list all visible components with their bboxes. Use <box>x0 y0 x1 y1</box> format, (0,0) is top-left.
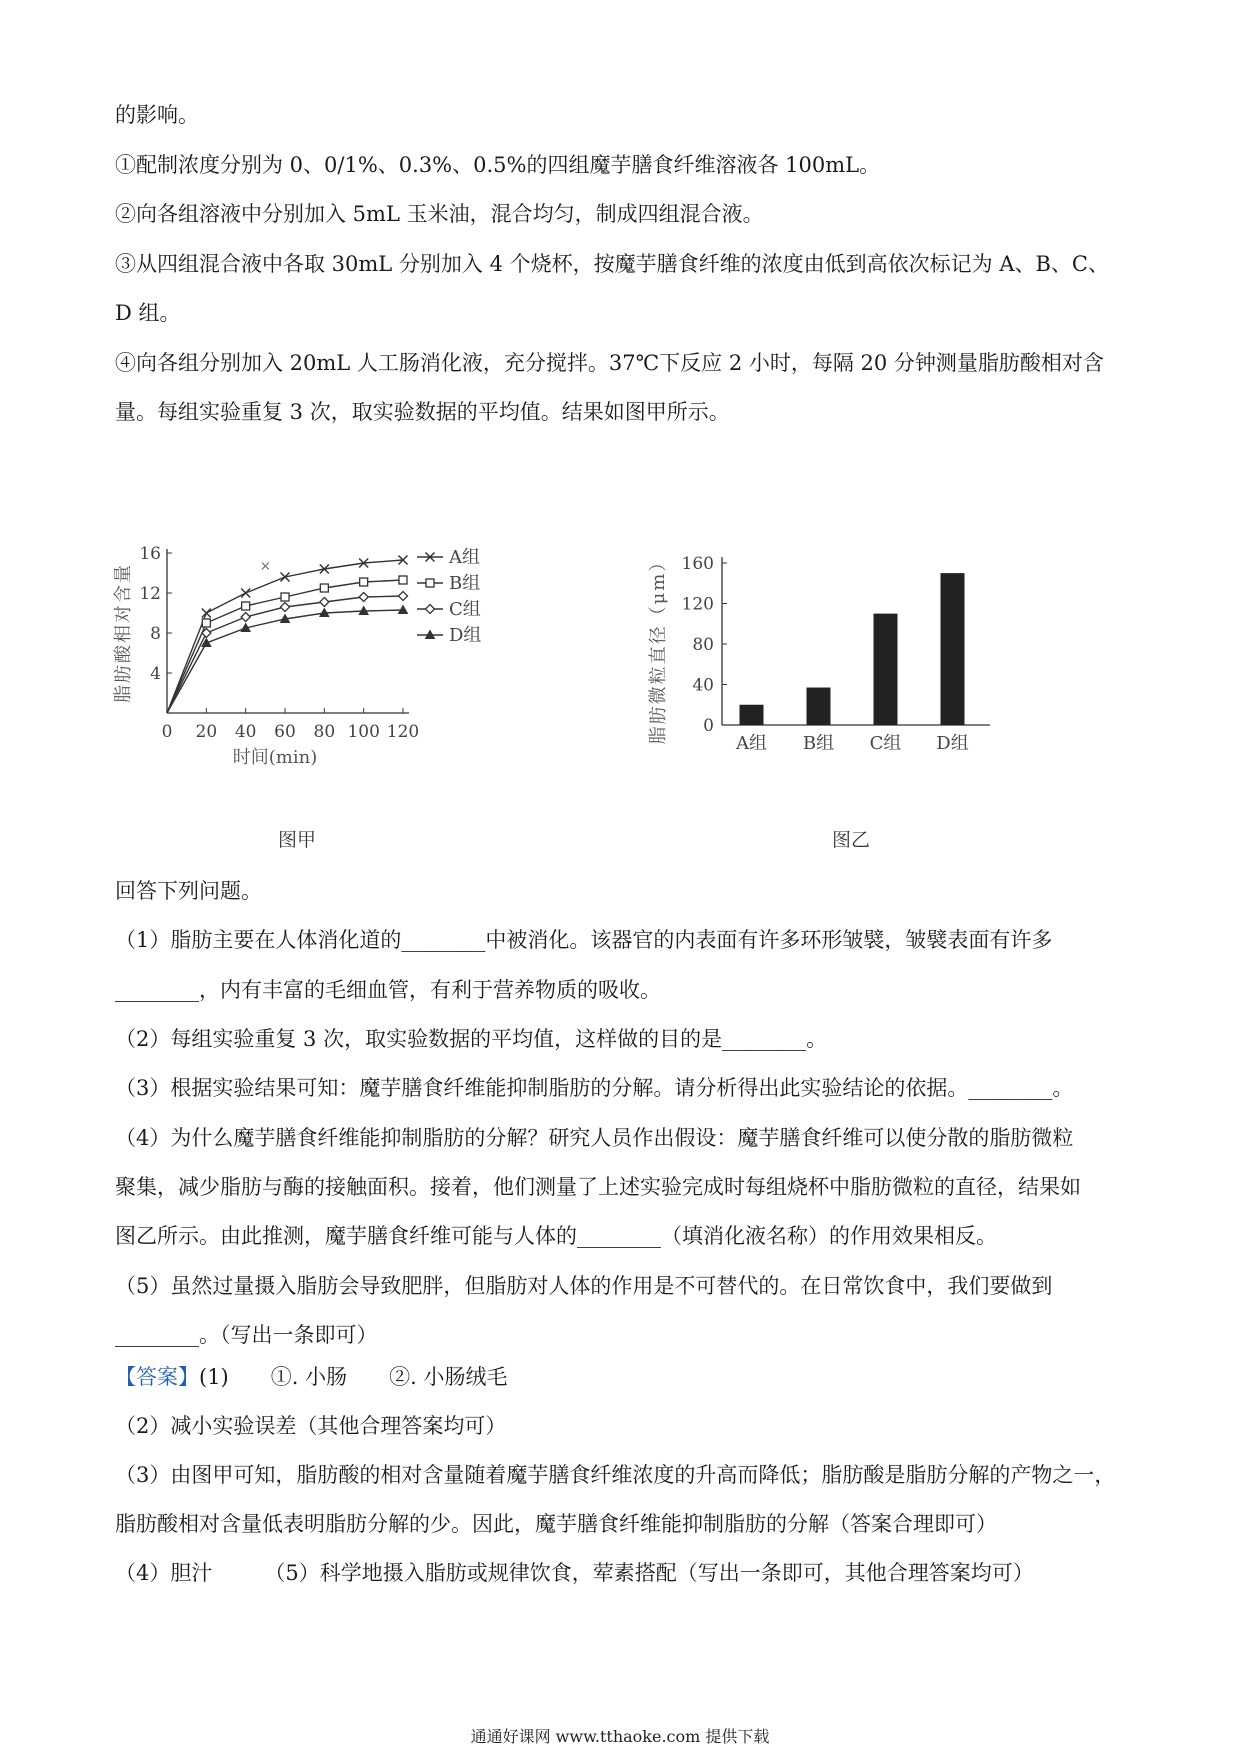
question-line: （3）根据实验结果可知：魔芋膳食纤维能抑制脂肪的分解。请分析得出此实验结论的依据。________。 <box>115 1076 1074 1100</box>
y-tick-label: 4 <box>150 664 161 684</box>
answer-q4: （4）胆汁 <box>115 1561 213 1585</box>
question-line: （5）虽然过量摄入脂肪会导致肥胖，但脂肪对人体的作用是不可替代的。在日常饮食中，我们要做到 <box>115 1274 1053 1298</box>
y-tick-label: 8 <box>150 624 161 644</box>
x-tick-label: 120 <box>386 722 420 742</box>
x-tick-label: C组 <box>869 733 902 754</box>
marker-diamond <box>359 593 368 602</box>
marker-x <box>202 609 211 618</box>
marker-diamond <box>426 605 435 614</box>
marker-diamond <box>399 592 408 601</box>
y-tick-label: 12 <box>139 584 161 604</box>
y-tick-label: 160 <box>681 554 714 574</box>
marker-square <box>320 584 328 592</box>
answer-line-1 <box>115 1362 507 1392</box>
marker-diamond <box>320 598 329 607</box>
marker-diamond <box>281 603 290 612</box>
caption-figure-a: 图甲 <box>278 829 317 851</box>
marker-square <box>242 602 250 610</box>
x-axis-label: 时间(min) <box>232 747 318 768</box>
text-line: ③从四组混合液中各取 30mL 分别加入 4 个烧杯，按魔芋膳食纤维的浓度由低到高依次标记为 A、B、C、 <box>115 252 1109 276</box>
x-tick-label: 40 <box>234 722 257 742</box>
text-line: ①配制浓度分别为 0、0/1%、0.3%、0.5%的四组魔芋膳食纤维溶液各 100mL。 <box>115 153 881 177</box>
x-tick-label: 60 <box>274 722 296 742</box>
answer-q2: （2）减小实验误差（其他合理答案均可） <box>115 1414 507 1438</box>
line-chart-fatty-acid <box>95 535 515 785</box>
legend-label: C组 <box>449 599 481 620</box>
question-line: 聚集，减少脂肪与酶的接触面积。接着，他们测量了上述实验完成时每组烧杯中脂肪微粒的直径，结果如 <box>115 1175 1081 1199</box>
bar-chart-particle-diameter <box>630 535 1010 755</box>
marker-square <box>426 579 434 587</box>
answer-q3-part2: 脂肪酸相对含量低表明脂肪分解的少。因此，魔芋膳食纤维能抑制脂肪的分解（答案合理即可） <box>115 1512 997 1536</box>
marker-square <box>281 593 289 601</box>
question-line: ________。（写出一条即可） <box>115 1323 378 1347</box>
y-tick-label: 40 <box>692 675 714 696</box>
text-line: 量。每组实验重复 3 次，取实验数据的平均值。结果如图甲所示。 <box>115 400 730 424</box>
marker-square <box>399 576 407 584</box>
x-tick-label: 100 <box>347 722 380 742</box>
y-tick-label: 0 <box>703 716 714 736</box>
answer-q5: （5）科学地摄入脂肪或规律饮食，荤素搭配（写出一条即可，其他合理答案均可） <box>264 1561 1034 1585</box>
marker-square <box>202 619 210 627</box>
answer-q3-part1: （3）由图甲可知，脂肪酸的相对含量随着魔芋膳食纤维浓度的升高而降低；脂肪酸是脂肪分解的产物之一， <box>115 1463 1116 1487</box>
bar-D组 <box>941 573 965 725</box>
question-line: （2）每组实验重复 3 次，取实验数据的平均值，这样做的目的是________。 <box>115 1027 828 1051</box>
y-tick-label: 80 <box>692 635 714 655</box>
y-axis-label: 脂肪酸相对含量 <box>113 563 134 703</box>
caption-figure-b: 图乙 <box>832 829 871 851</box>
question-line: ________，内有丰富的毛细血管，有利于营养物质的吸收。 <box>115 978 661 1002</box>
answer-label: 【答案】 <box>115 1365 199 1389</box>
text-line: ④向各组分别加入 20mL 人工肠消化液，充分搅拌。37℃下反应 2 小时，每隔 20 分钟测量脂肪酸相对含 <box>115 351 1104 375</box>
question-line: 回答下列问题。 <box>115 879 262 903</box>
y-tick-label: 120 <box>681 594 714 615</box>
bar-A组 <box>740 705 764 725</box>
x-tick-label: 0 <box>161 722 173 742</box>
text-line: 的影响。 <box>115 103 199 127</box>
legend-label: A组 <box>449 547 480 568</box>
question-line: 图乙所示。由此推测，魔芋膳食纤维可能与人体的________（填消化液名称）的作用效果相反。 <box>115 1224 997 1248</box>
text-line: ②向各组溶液中分别加入 5mL 玉米油，混合均匀，制成四组混合液。 <box>115 202 764 226</box>
y-tick-label: 16 <box>139 544 161 564</box>
x-tick-label: A组 <box>736 733 767 754</box>
marker-x <box>241 589 250 598</box>
legend-label: B组 <box>449 573 481 594</box>
x-tick-label: B组 <box>802 733 835 754</box>
x-tick-label: D组 <box>936 733 969 754</box>
bar-B组 <box>807 688 831 725</box>
y-axis-label: 脂肪微粒直径（μm） <box>648 551 669 745</box>
question-line: （4）为什么魔芋膳食纤维能抑制脂肪的分解？研究人员作出假设：魔芋膳食纤维可以使分散的脂肪微粒 <box>115 1126 1074 1150</box>
answer-line-45 <box>115 1558 1034 1588</box>
legend-label: D组 <box>449 625 482 646</box>
stray-marker <box>262 563 269 570</box>
footer-credit: 通通好课网 www.tthaoke.com 提供下载 <box>470 1727 770 1746</box>
question-line: （1）脂肪主要在人体消化道的________中被消化。该器官的内表面有许多环形皱襞，皱襞表面有许多 <box>115 928 1053 952</box>
answer-q1: (1) ①. 小肠 ②. 小肠绒毛 <box>199 1365 508 1389</box>
x-tick-label: 20 <box>195 722 218 742</box>
text-line: D 组。 <box>115 301 181 325</box>
bar-C组 <box>874 614 898 725</box>
marker-square <box>360 578 368 586</box>
x-tick-label: 80 <box>313 722 336 742</box>
marker-diamond <box>241 613 250 622</box>
